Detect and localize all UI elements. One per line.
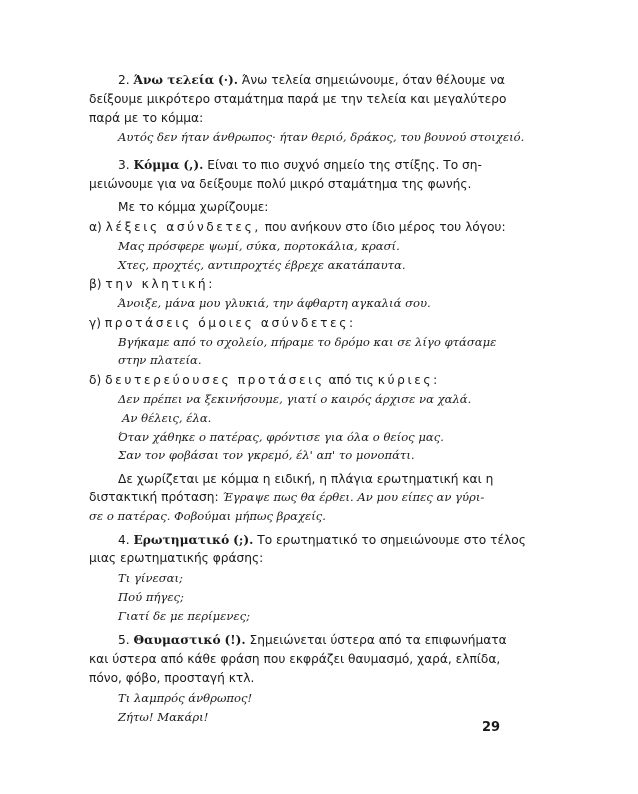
section-symbol: (,). bbox=[183, 158, 204, 172]
list-item-c bbox=[89, 315, 356, 331]
note-line-2 bbox=[89, 489, 484, 505]
example-line: Τι λαμπρός άνθρωπος! bbox=[118, 691, 253, 705]
section-number: 2. bbox=[118, 73, 130, 87]
section-4-heading-line bbox=[118, 532, 526, 548]
section-3-heading-line bbox=[118, 157, 482, 173]
section-number: 5. bbox=[118, 633, 130, 647]
list-label: γ) bbox=[89, 316, 101, 330]
example-line: Δεν πρέπει να ξεκινήσουμε, γιατί ο καιρός άρχισε να χαλά. bbox=[118, 392, 472, 406]
example-line: Βγήκαμε από το σχολείο, πήραμε το δρόμο και σε λίγο φτάσαμε bbox=[118, 335, 497, 349]
section-symbol: (·). bbox=[218, 73, 239, 87]
note-example: Έγραψε πως θα έρθει. Αν μου είπες αν γύρι- bbox=[222, 490, 485, 504]
list-item-b bbox=[89, 276, 215, 292]
section-term: Θαυμαστικό bbox=[133, 633, 221, 647]
list-label: δ) bbox=[89, 373, 102, 387]
example-line: Όταν χάθηκε ο πατέρας, φρόντισε για όλα ο θείος μας. bbox=[118, 430, 444, 444]
list-item-a bbox=[89, 219, 506, 235]
section-term: Άνω τελεία bbox=[133, 73, 215, 87]
section-3-intro: Με το κόμμα χωρίζουμε: bbox=[118, 200, 269, 214]
section-5-line-2: και ύστερα από κάθε φράση που εκφράζει θαυμασμό, χαρά, ελπίδα, bbox=[89, 652, 501, 666]
section-number: 3. bbox=[118, 158, 130, 172]
section-term: Κόμμα bbox=[133, 158, 180, 172]
spaced-term: κύριες: bbox=[377, 373, 440, 387]
example-line: Τι γίνεσαι; bbox=[118, 571, 183, 585]
section-text: Είναι το πιο συχνό σημείο της στίξης. Το ση- bbox=[207, 158, 482, 172]
section-text: Σημειώνεται ύστερα από τα επιφωνήματα bbox=[249, 633, 507, 647]
list-text: από τις bbox=[328, 373, 374, 387]
section-2-example: Αυτός δεν ήταν άνθρωπος· ήταν θεριό, δράκος, του βουνού στοιχειό. bbox=[118, 130, 525, 144]
example-line: Πού πήγες; bbox=[118, 590, 184, 604]
section-text: Άνω τελεία σημειώνουμε, όταν θέλουμε να bbox=[241, 73, 505, 87]
list-label: β) bbox=[89, 277, 102, 291]
note-text: διστακτική πρόταση: bbox=[89, 490, 219, 504]
section-term: Ερωτηματικό bbox=[133, 533, 230, 547]
example-line: Σαν τον φοβάσαι τον γκρεμό, έλ' απ' το μονοπάτι. bbox=[118, 448, 415, 462]
example-line: Ζήτω! Μακάρι! bbox=[118, 710, 209, 724]
example-line: Χτες, προχτές, αντιπροχτές έβρεχε ακατάπαυτα. bbox=[118, 258, 406, 272]
spaced-term: την κλητική: bbox=[105, 277, 215, 291]
section-text: Το ερωτηματικό το σημειώνουμε στο τέλος bbox=[257, 533, 526, 547]
section-5-heading-line bbox=[118, 632, 507, 648]
spaced-term: προτάσεις όμοιες ασύνδετες: bbox=[104, 316, 356, 330]
section-2-line-3: παρά με το κόμμα: bbox=[89, 111, 204, 125]
section-5-line-3: πόνο, φόβο, προσταγή κτλ. bbox=[89, 671, 255, 685]
note-line-3: σε ο πατέρας. Φοβούμαι μήπως βραχείς. bbox=[89, 509, 326, 523]
section-symbol: (;). bbox=[233, 533, 254, 547]
list-text: που ανήκουν στο ίδιο μέρος του λόγου: bbox=[264, 220, 506, 234]
example-line: Μας πρόσφερε ψωμί, σύκα, πορτοκάλια, κρασί. bbox=[118, 239, 400, 253]
section-2-heading-line bbox=[118, 72, 505, 88]
section-symbol: (!). bbox=[224, 633, 246, 647]
example-line: Γιατί δε με περίμενες; bbox=[118, 609, 251, 623]
example-line: Αν θέλεις, έλα. bbox=[122, 411, 212, 425]
note-line-1: Δε χωρίζεται με κόμμα η ειδική, η πλάγια ερωτηματική και η bbox=[118, 472, 494, 486]
example-line: Άνοιξε, μάνα μου γλυκιά, την άφθαρτη αγκαλιά σου. bbox=[118, 296, 431, 310]
list-label: α) bbox=[89, 220, 102, 234]
section-2-line-2: δείξουμε μικρότερο σταμάτημα παρά με την τελεία και μεγαλύτερο bbox=[89, 92, 507, 106]
section-3-line-2: μειώνουμε για να δείξουμε πολύ μικρό σταμάτημα της φωνής. bbox=[89, 177, 472, 191]
section-4-line-2: μιας ερωτηματικής φράσης: bbox=[89, 551, 264, 565]
example-line: στην πλατεία. bbox=[118, 353, 202, 367]
section-number: 4. bbox=[118, 533, 130, 547]
spaced-term: δευτερεύουσες προτάσεις bbox=[105, 373, 325, 387]
list-item-d bbox=[89, 372, 440, 388]
page-number: 29 bbox=[482, 720, 501, 735]
spaced-term: λέξεις ασύνδετες, bbox=[105, 220, 261, 234]
